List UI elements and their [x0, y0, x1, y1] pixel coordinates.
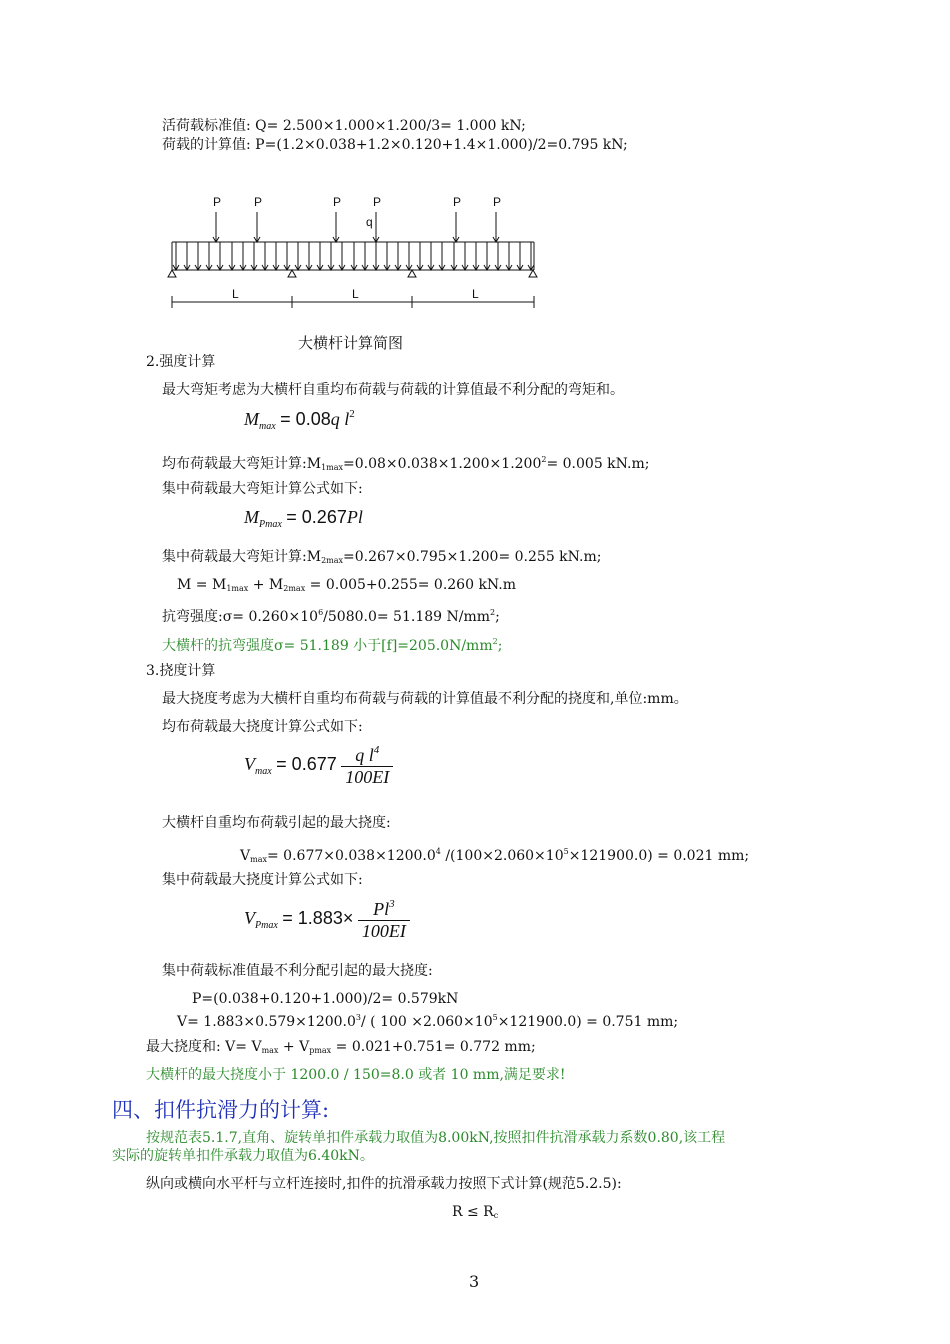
load-label: P [373, 195, 382, 209]
section-title-slip: 四、扣件抗滑力的计算: [112, 1098, 330, 1122]
deflection-title: 3.挠度计算 [146, 663, 216, 679]
m1-calc-line: 均布荷载最大弯矩计算$:M_{1max}=0.08\times 0.038\times 1.200\times 1.200^2= 0.005$ kN.m; [162, 455, 650, 472]
load-label: P [254, 195, 263, 209]
beam-diagram [160, 190, 550, 315]
formula-vmax: $V_{max} = 0.677$ $\frac{q l^4}{100EI}$ [244, 744, 393, 788]
formula-vpmax: $V_{Pmax} = 1.883\times$ $\frac{Pl^3}{100EI}$ [244, 898, 410, 942]
deflection-conc-std: 集中荷载标准值最不利分配引起的最大挠度: [162, 963, 433, 979]
load-label: P [333, 195, 342, 209]
code-line-2: 实际的旋转单扣件承载力取值为6.40kN。 [112, 1148, 374, 1164]
formula-mpmax: $M_{Pmax} = 0.267Pl$ [244, 507, 363, 530]
deflection-uniform-intro: 均布荷载最大挠度计算公式如下: [162, 719, 363, 735]
span-label: L [352, 287, 359, 301]
v-sum-line: 最大挠度和: $V= V_{max} + V_{pmax} = 0.021+0.751= 0.772$ mm; [146, 1039, 536, 1055]
conc-formula-intro: 集中荷载最大弯矩计算公式如下: [162, 481, 363, 497]
live-load-line: 活荷载标准值: Q= 2.500×1.000×1.200/3= 1.000 kN; [162, 118, 526, 134]
point-load-arrows [213, 212, 499, 242]
sigma-check-line: 大横杆的抗弯强度σ= 51.189 小于$[f]=205.0N/mm^2$; [162, 637, 503, 654]
q-label: q [366, 215, 373, 229]
uniform-load-arrows [173, 242, 534, 270]
slip-intro-line: 纵向或横向水平杆与立杆连接时,扣件的抗滑承载力按照下式计算(规范5.2.5): [146, 1176, 622, 1192]
v2-calc-line: $V= 1.883\times 0.579\times 1200.0^3/$ ( $100 \times 2.060\times 10^5\times 121900.0) = 0.751$ mm; [177, 1013, 679, 1030]
deflection-desc: 最大挠度考虑为大横杆自重均布荷载与荷载的计算值最不利分配的挠度和,单位:mm。 [162, 691, 688, 707]
deflection-self-intro: 大横杆自重均布荷载引起的最大挠度: [162, 815, 391, 831]
strength-desc: 最大弯矩考虑为大横杆自重均布荷载与荷载的计算值最不利分配的弯矩和。 [162, 382, 624, 398]
strength-title: 2.强度计算 [146, 354, 216, 370]
p-std-line: P=(0.038+0.120+1.000)/2= 0.579kN [192, 991, 459, 1007]
load-label: P [493, 195, 502, 209]
design-load-line: 荷载的计算值: P=(1.2×0.038+1.2×0.120+1.4×1.000)/2=0.795 kN; [162, 137, 628, 153]
r-formula-line: $R \le R_c$ [452, 1204, 499, 1220]
diagram-caption: 大横杆计算简图 [298, 334, 404, 352]
code-line-1: 按规范表5.1.7,直角、旋转单扣件承载力取值为8.00kN,按照扣件抗滑承载力系数0.80,该工程 [146, 1130, 726, 1146]
sigma-line: 抗弯强度:σ= $0.260\times 10^6/5080.0= 51.189$ $N/mm^2$; [162, 608, 500, 625]
formula-mmax: $M_{max} = 0.08q$ $l^2$ [244, 408, 355, 432]
m-sum-line: $M = M_{1max} + M_{2max} = 0.005+0.255= 0.260$ kN.m [177, 577, 517, 593]
deflection-check-line: 大横杆的最大挠度小于 1200.0 / 150=8.0 或者 10 mm,满足要求! [146, 1067, 566, 1083]
v1-calc-line: $V_{max}= 0.677\times 0.038\times 1200.0^4$ $/(100\times 2.060\times 10^5\times 121900.0) = 0.021$ mm; [240, 847, 750, 864]
span-label: L [232, 287, 239, 301]
span-label: L [472, 287, 479, 301]
page-number: 3 [469, 1272, 480, 1291]
m2-calc-line: 集中荷载最大弯矩计算$:M_{2max}=0.267\times 0.795\times 1.200= 0.255$ kN.m; [162, 549, 602, 565]
load-label: P [213, 195, 222, 209]
load-label: P [453, 195, 462, 209]
deflection-conc-intro: 集中荷载最大挠度计算公式如下: [162, 872, 363, 888]
